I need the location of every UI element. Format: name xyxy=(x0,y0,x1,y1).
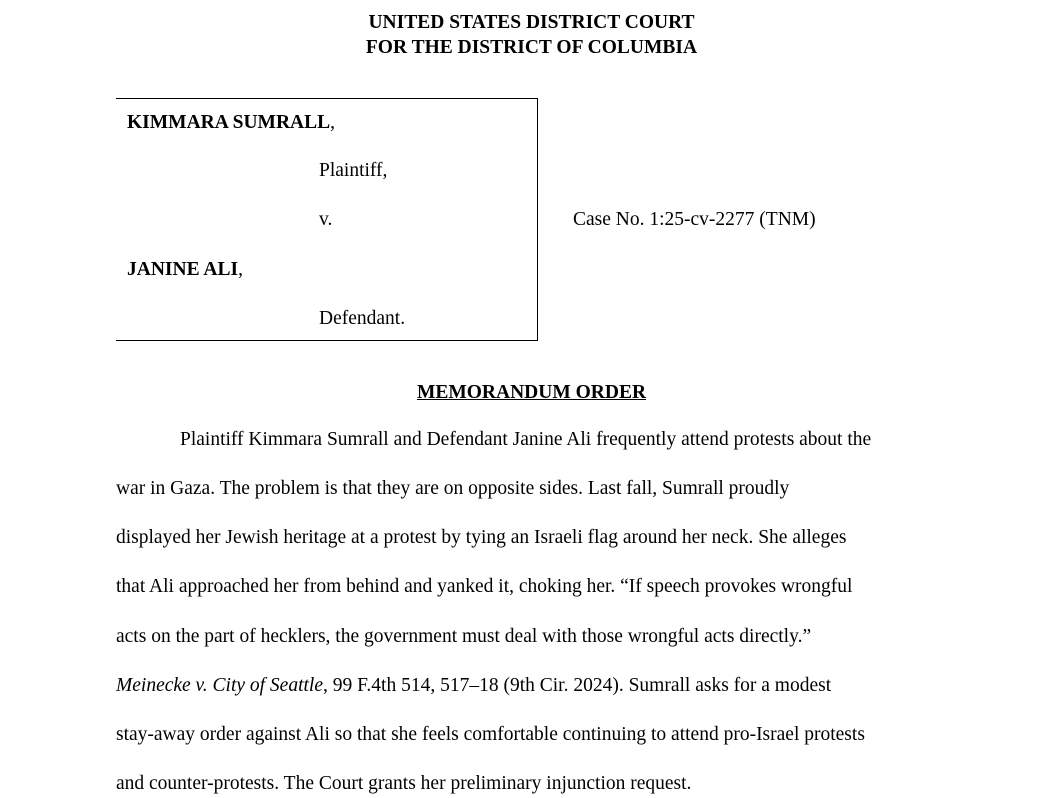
body-line-1: Plaintiff Kimmara Sumrall and Defendant Janine Ali frequently attend protests about the xyxy=(180,429,872,450)
court-district: FOR THE DISTRICT OF COLUMBIA xyxy=(365,37,698,58)
body-line-3: displayed her Jewish heritage at a protest by tying an Israeli flag around her neck. She alleges xyxy=(116,527,847,548)
versus-label: v. xyxy=(319,209,333,230)
plaintiff-name: KIMMARA SUMRALL xyxy=(127,112,331,133)
body-line-8: and counter-protests. The Court grants her preliminary injunction request. xyxy=(116,773,692,794)
citation-rest: , 99 F.4th 514, 517–18 (9th Cir. 2024). Sumrall asks for a modest xyxy=(323,675,832,696)
body-line-7: stay-away order against Ali so that she feels comfortable continuing to attend pro-Israel protests xyxy=(116,724,865,745)
defendant-name: JANINE ALI xyxy=(127,259,239,280)
body-line-4: that Ali approached her from behind and yanked it, choking her. “If speech provokes wrongful xyxy=(116,576,853,597)
memorandum-title: MEMORANDUM ORDER xyxy=(416,382,647,403)
case-number: Case No. 1:25-cv-2277 (TNM) xyxy=(573,209,816,230)
court-name: UNITED STATES DISTRICT COURT xyxy=(368,12,695,33)
body-line-6 xyxy=(116,674,831,698)
court-header xyxy=(0,10,1063,60)
plaintiff-name-line xyxy=(127,111,335,135)
plaintiff-role: Plaintiff, xyxy=(319,160,388,181)
defendant-name-line xyxy=(127,258,243,282)
plaintiff-comma: , xyxy=(330,112,335,133)
case-citation: Meinecke v. City of Seattle xyxy=(116,675,323,696)
defendant-role: Defendant. xyxy=(319,308,406,329)
defendant-comma: , xyxy=(238,259,243,280)
body-line-5: acts on the part of hecklers, the government must deal with those wrongful acts directly.” xyxy=(116,626,812,647)
body-line-2: war in Gaza. The problem is that they are on opposite sides. Last fall, Sumrall proudly xyxy=(116,478,790,499)
